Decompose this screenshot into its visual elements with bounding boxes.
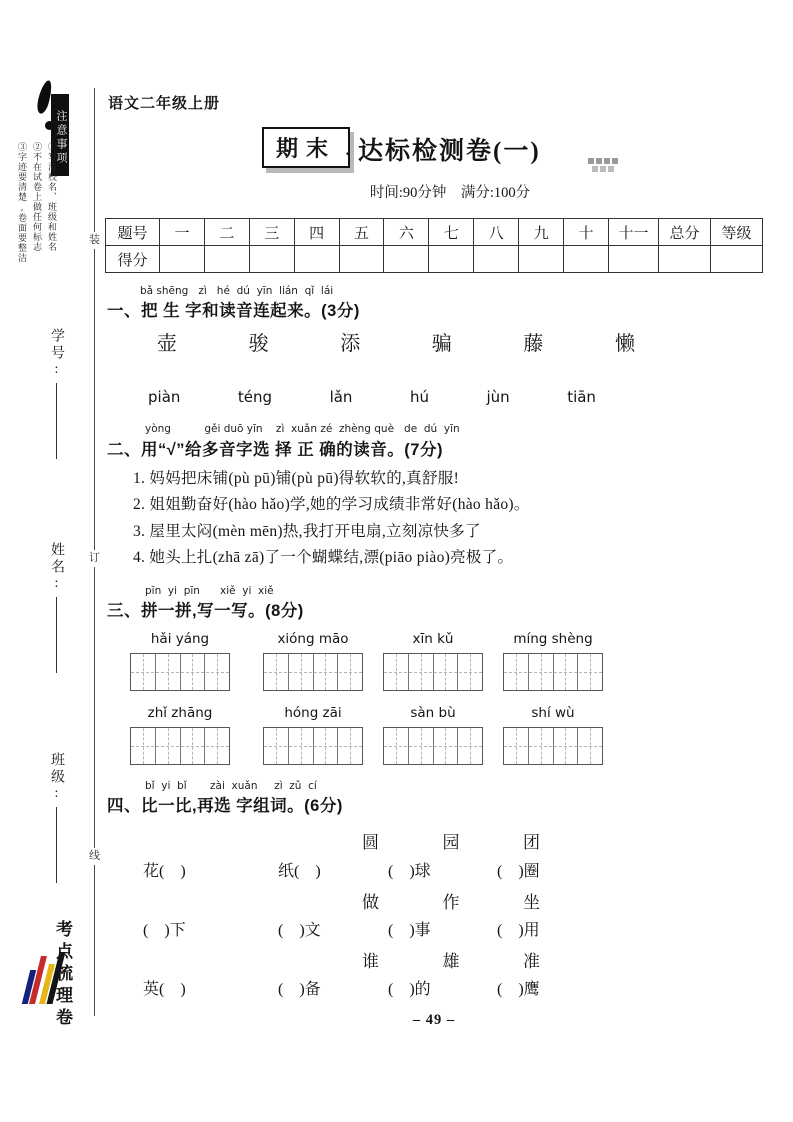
q4-blank: ( )的 bbox=[388, 981, 431, 998]
q4-option-char: 坐 bbox=[523, 893, 540, 912]
binding-mark-ding: 订 bbox=[87, 550, 102, 567]
q4-blank: 纸( ) bbox=[278, 863, 321, 880]
q4-option-row bbox=[362, 888, 540, 913]
score-header-cell: 九 bbox=[519, 219, 564, 246]
title-dots-decoration bbox=[588, 158, 618, 174]
score-header-cell: 二 bbox=[204, 219, 249, 246]
q4-blank: ( )文 bbox=[278, 922, 321, 939]
writing-grid bbox=[130, 653, 230, 691]
q3-word-pinyin: míng shèng bbox=[513, 631, 593, 647]
q3-word-pinyin: xióng māo bbox=[277, 631, 349, 647]
exam-title: 达标检测卷(一) bbox=[358, 138, 541, 165]
writing-grid bbox=[130, 727, 230, 765]
score-header-cell: 七 bbox=[429, 219, 474, 246]
notice-item: ③字迹要清楚,卷面要整洁 bbox=[17, 142, 27, 263]
score-header-cell: 五 bbox=[339, 219, 384, 246]
q4-pinyin-annotation: bǐ yi bǐ zài xuǎn zì zǔ cí bbox=[145, 780, 317, 792]
q1-character-row bbox=[157, 327, 635, 356]
q2-item: 1. 妈妈把床铺(pù pū)铺(pù pū)得软软的,真舒服! bbox=[133, 470, 460, 487]
writing-grid bbox=[383, 727, 483, 765]
page-number: – 49 – bbox=[412, 1012, 456, 1028]
q2-item: 3. 屋里太闷(mèn mēn)热,我打开电扇,立刻凉快多了 bbox=[133, 523, 481, 540]
q4-blank-row bbox=[143, 976, 617, 999]
score-empty-cell bbox=[711, 246, 763, 273]
q1-reading: téng bbox=[237, 388, 273, 406]
q2-title: 二、用“√”给多音字选 择 正 确的读音。(7分) bbox=[107, 441, 443, 459]
score-empty-cell bbox=[160, 246, 205, 273]
q1-character: 添 bbox=[340, 333, 361, 355]
q3-write-column bbox=[263, 631, 363, 691]
score-header-cell: 等级 bbox=[711, 219, 763, 246]
student-number-field bbox=[46, 328, 66, 459]
q4-option-row bbox=[362, 947, 540, 972]
score-header-cell: 十一 bbox=[609, 219, 659, 246]
score-table bbox=[105, 218, 763, 273]
score-empty-cell bbox=[659, 246, 711, 273]
q4-blank-row bbox=[143, 917, 617, 940]
q3-word-pinyin: xīn kǔ bbox=[412, 631, 454, 647]
q4-blank-row bbox=[143, 858, 617, 881]
q1-character: 懒 bbox=[614, 333, 635, 355]
time-score-subtitle: 时间:90分钟 满分:100分 bbox=[369, 185, 531, 201]
writing-grid bbox=[383, 653, 483, 691]
brand-label: 考点梳理卷 bbox=[53, 920, 72, 1030]
score-table-score-row bbox=[106, 246, 763, 273]
binding-mark-zhuang: 装 bbox=[87, 232, 102, 249]
q1-reading: hú bbox=[409, 388, 429, 406]
q1-reading: jùn bbox=[486, 388, 510, 406]
q4-option-char: 作 bbox=[442, 893, 460, 912]
q4-blank: ( )鹰 bbox=[497, 981, 540, 998]
q1-reading: lǎn bbox=[329, 388, 353, 406]
notice-list bbox=[14, 142, 61, 337]
q4-option-char: 园 bbox=[442, 833, 460, 852]
q3-pinyin-annotation: pīn yi pīn xiě yi xiě bbox=[145, 585, 274, 597]
score-empty-cell bbox=[429, 246, 474, 273]
writing-grid bbox=[263, 653, 363, 691]
q1-character: 骏 bbox=[248, 333, 269, 355]
q4-blank: ( )备 bbox=[278, 981, 321, 998]
score-empty-cell bbox=[564, 246, 609, 273]
q3-word-pinyin: sàn bù bbox=[410, 705, 456, 721]
q4-blank: 英( ) bbox=[143, 981, 186, 998]
score-table-header-row bbox=[106, 219, 763, 246]
name-blank bbox=[56, 597, 57, 673]
q3-write-column bbox=[130, 705, 230, 765]
score-header-cell: 四 bbox=[294, 219, 339, 246]
notice-item: ①写清校名、班级和姓名 bbox=[47, 142, 57, 252]
score-header-cell: 三 bbox=[249, 219, 294, 246]
q3-word-pinyin: shí wù bbox=[531, 705, 575, 721]
score-header-cell: 十 bbox=[564, 219, 609, 246]
q4-blank: ( )圈 bbox=[497, 863, 540, 880]
notice-header: 注意事项 bbox=[51, 94, 69, 176]
score-header-cell: 八 bbox=[474, 219, 519, 246]
class-field bbox=[46, 752, 66, 883]
score-empty-cell bbox=[609, 246, 659, 273]
score-empty-cell bbox=[384, 246, 429, 273]
score-header-cell: 总分 bbox=[659, 219, 711, 246]
q4-option-char: 准 bbox=[523, 952, 540, 971]
q1-reading: tiān bbox=[567, 388, 596, 406]
q4-option-row bbox=[362, 828, 540, 853]
writing-grid bbox=[503, 653, 603, 691]
book-label: 语文二年级上册 bbox=[108, 95, 221, 112]
q4-blank: ( )用 bbox=[497, 922, 540, 939]
q1-character: 骗 bbox=[431, 333, 452, 355]
q1-character: 藤 bbox=[523, 333, 544, 355]
score-header-cell: 题号 bbox=[106, 219, 160, 246]
q3-write-column bbox=[130, 631, 230, 691]
name-field bbox=[46, 542, 66, 673]
q3-word-pinyin: hǎi yáng bbox=[150, 631, 210, 647]
q4-blank: 花( ) bbox=[143, 863, 186, 880]
q4-blank: ( )下 bbox=[143, 922, 186, 939]
score-empty-cell bbox=[204, 246, 249, 273]
q4-option-char: 做 bbox=[362, 893, 379, 912]
notice-item: ②不在试卷上做任何标志 bbox=[32, 142, 42, 252]
q1-character: 壶 bbox=[157, 333, 177, 355]
score-empty-cell bbox=[339, 246, 384, 273]
q4-option-char: 雄 bbox=[442, 952, 460, 971]
q3-write-column bbox=[503, 705, 603, 765]
score-row-label: 得分 bbox=[106, 246, 160, 273]
q1-pinyin-annotation: bǎ shēng zì hé dú yīn lián qǐ lái bbox=[140, 285, 334, 297]
q1-title: 一、把 生 字和读音连起来。(3分) bbox=[107, 302, 360, 320]
binding-mark-xian: 线 bbox=[87, 848, 102, 865]
q3-write-column bbox=[503, 631, 603, 691]
q3-write-column bbox=[383, 631, 483, 691]
q4-blank: ( )事 bbox=[388, 922, 431, 939]
q2-item: 4. 她头上扎(zhā zā)了一个蝴蝶结,漂(piāo piào)亮极了。 bbox=[133, 549, 514, 566]
writing-grid bbox=[503, 727, 603, 765]
score-header-cell: 六 bbox=[384, 219, 429, 246]
q3-write-column bbox=[383, 705, 483, 765]
score-header-cell: 一 bbox=[160, 219, 205, 246]
q3-write-column bbox=[263, 705, 363, 765]
q1-reading-row bbox=[148, 388, 596, 406]
q4-option-char: 谁 bbox=[362, 952, 379, 971]
score-empty-cell bbox=[519, 246, 564, 273]
q1-reading: piàn bbox=[148, 388, 181, 406]
q4-option-char: 团 bbox=[523, 833, 540, 852]
class-blank bbox=[56, 807, 57, 883]
q4-option-char: 圆 bbox=[362, 833, 379, 852]
name-label: 姓名: bbox=[49, 542, 64, 594]
score-empty-cell bbox=[474, 246, 519, 273]
q2-item: 2. 姐姐勤奋好(hào hǎo)学,她的学习成绩非常好(hào hǎo)。 bbox=[133, 496, 530, 513]
student-number-label: 学号: bbox=[49, 328, 64, 380]
q4-blank: ( )球 bbox=[388, 863, 431, 880]
student-number-blank bbox=[56, 383, 57, 459]
q2-pinyin-annotation: yòng gěi duō yīn zì xuǎn zé zhèng què de dú yīn bbox=[145, 423, 460, 435]
title-dot: · bbox=[345, 146, 351, 163]
class-label: 班级: bbox=[49, 752, 64, 804]
exam-title-box: 期末 bbox=[262, 127, 350, 168]
score-empty-cell bbox=[294, 246, 339, 273]
q3-word-pinyin: hóng zāi bbox=[284, 705, 342, 721]
q3-title: 三、拼一拼,写一写。(8分) bbox=[107, 602, 304, 620]
q3-word-pinyin: zhǐ zhāng bbox=[147, 705, 213, 721]
q4-title: 四、比一比,再选 字组词。(6分) bbox=[107, 797, 343, 815]
writing-grid bbox=[263, 727, 363, 765]
score-empty-cell bbox=[249, 246, 294, 273]
